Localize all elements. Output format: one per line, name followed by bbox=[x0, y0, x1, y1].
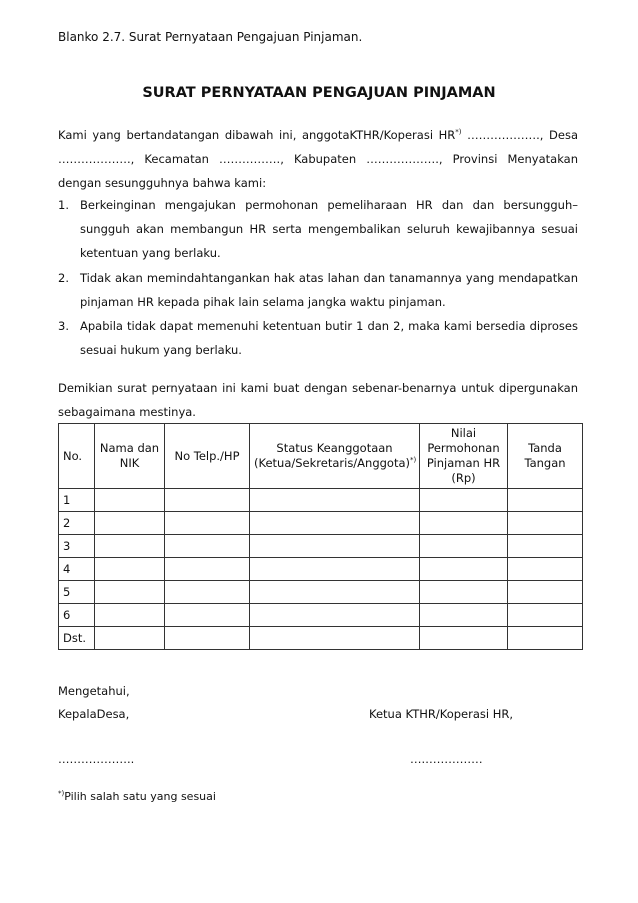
row-number: 5 bbox=[59, 581, 95, 604]
table-row bbox=[59, 512, 583, 535]
intro-text-b: ………………., Desa ………………., Kecamatan ……………., Kabupaten ………………., Provinsi Menyatakan dengan sesungguhnya bahwa kami: bbox=[58, 128, 578, 191]
table-row bbox=[59, 604, 583, 627]
list-item-number: 1. bbox=[58, 198, 69, 212]
ketua-kthr-label: Ketua KTHR/Koperasi HR, bbox=[369, 707, 514, 721]
footnote-marker: *) bbox=[58, 789, 65, 798]
header-telp: No Telp./HP bbox=[165, 424, 250, 489]
footnote-text: Pilih salah satu yang sesuai bbox=[64, 790, 216, 803]
kepala-desa-signature-line: ……………….. bbox=[58, 752, 135, 766]
applicant-table bbox=[58, 423, 583, 650]
list-item-number: 2. bbox=[58, 270, 69, 285]
document-heading: Blanko 2.7. Surat Pernyataan Pengajuan Pinjaman. bbox=[58, 30, 363, 44]
header-tanda-tangan: Tanda Tangan bbox=[508, 424, 583, 489]
table-header-row bbox=[59, 424, 583, 489]
intro-footnote-marker: *) bbox=[455, 128, 462, 137]
list-item bbox=[58, 314, 578, 362]
table-row bbox=[59, 558, 583, 581]
document-title: SURAT PERNYATAAN PENGAJUAN PINJAMAN bbox=[142, 85, 496, 101]
statement-list bbox=[58, 193, 578, 362]
row-number: 1 bbox=[59, 489, 95, 512]
intro-paragraph bbox=[58, 123, 578, 196]
table-row bbox=[59, 535, 583, 558]
row-number: 3 bbox=[59, 535, 95, 558]
list-item bbox=[58, 266, 578, 314]
kepala-desa-label: KepalaDesa, bbox=[58, 707, 130, 721]
row-number: 4 bbox=[59, 558, 95, 581]
mengetahui-label: Mengetahui, bbox=[58, 684, 130, 698]
table-row bbox=[59, 581, 583, 604]
header-nama-nik: Nama dan NIK bbox=[95, 424, 165, 489]
list-item-text: Tidak akan memindahtangankan hak atas lahan dan tanamannya yang mendapatkan pinjaman HR kepada pihak lain selama jangka waktu pinjaman. bbox=[80, 270, 578, 309]
row-number: 6 bbox=[59, 604, 95, 627]
row-number: Dst. bbox=[59, 627, 95, 650]
list-item bbox=[58, 193, 578, 266]
row-number: 2 bbox=[59, 512, 95, 535]
table-row bbox=[59, 627, 583, 650]
header-no: No. bbox=[59, 424, 95, 489]
closing-paragraph: Demikian surat pernyataan ini kami buat dengan sebenar-benarnya untuk dipergunakan sebagaimana mestinya. bbox=[58, 381, 578, 420]
footnote bbox=[58, 790, 216, 803]
table-row bbox=[59, 489, 583, 512]
list-item-text: Berkeinginan mengajukan permohonan pemeliharaan HR dan dan bersungguh–sungguh akan membangun HR serta mengembalikan seluruh kewajibannya sesuai ketentuan yang berlaku. bbox=[80, 198, 578, 261]
ketua-kthr-signature-line: ….…………… bbox=[410, 752, 483, 766]
list-item-number: 3. bbox=[58, 319, 69, 334]
intro-text-a: Kami yang bertandatangan dibawah ini, anggotaKTHR/Koperasi HR bbox=[58, 128, 456, 142]
header-nilai: Nilai Permohonan Pinjaman HR (Rp) bbox=[420, 424, 508, 489]
list-item-text: Apabila tidak dapat memenuhi ketentuan butir 1 dan 2, maka kami bersedia diproses sesuai hukum yang berlaku. bbox=[80, 319, 578, 358]
header-status: Status Keanggotaan (Ketua/Sekretaris/Anggota)*) bbox=[250, 424, 420, 489]
